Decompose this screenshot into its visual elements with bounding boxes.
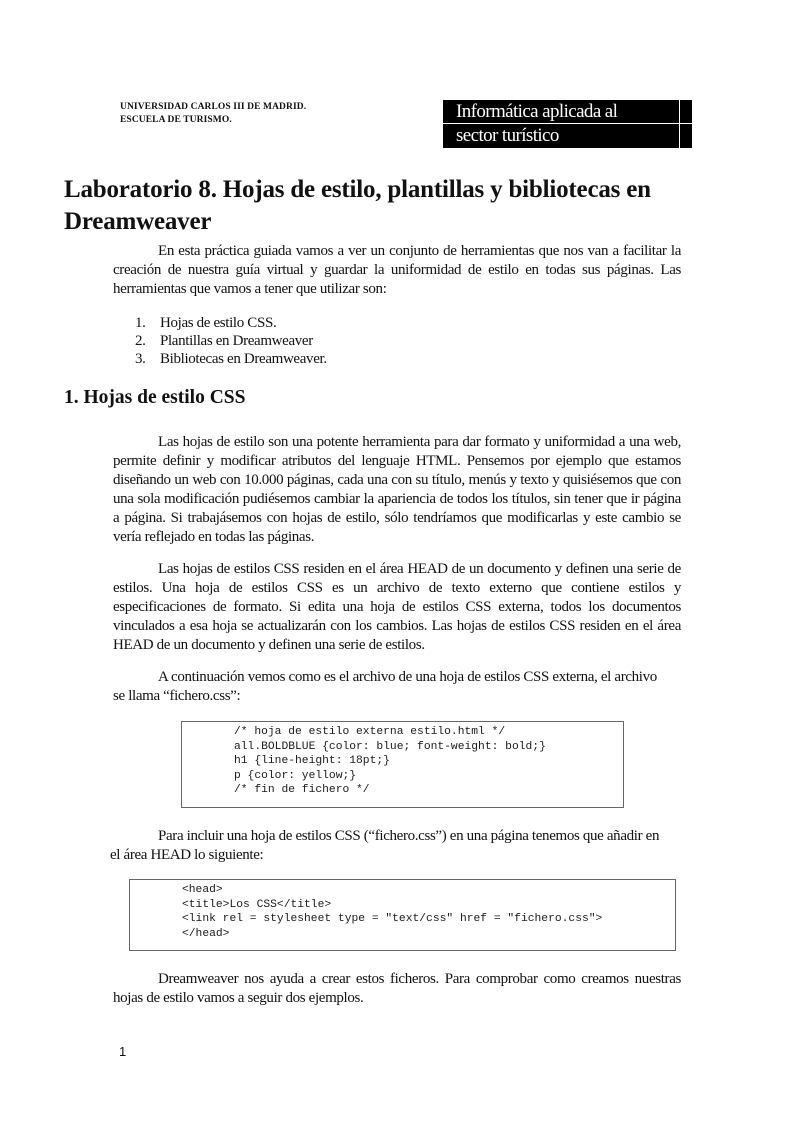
intro-paragraph: En esta práctica guiada vamos a ver un conjunto de herramientas que nos van a facilitar la creación de nuestra guía virtual y guardar la uniformidad de estilo en todas sus páginas. Las herramientas que vamos a tener que utilizar son: [113,243,681,297]
css-code-block [181,721,624,808]
paragraph-2: Las hojas de estilos CSS residen en el área HEAD de un documento y definen una serie de estilos. Una hoja de estilos CSS es un archivo de texto externo que contiene estilos y especificaciones de formato. Si edita una hoja de estilos CSS externa, todos los documentos vinculados a esa hoja se actualizarán con los cambios. Las hojas de estilos CSS residen en el área HEAD de un documento y definen una serie de estilos. [113,561,681,653]
section-heading: 1. Hojas de estilo CSS [64,387,246,408]
course-title-line-1: Informática aplicada al [456,101,618,122]
course-title-line-2: sector turístico [456,125,559,146]
institution-line-1: UNIVERSIDAD CARLOS III DE MADRID. [120,102,307,112]
paragraph-1: Las hojas de estilo son una potente herramienta para dar formato y uniformidad a una web, permite definir y modificar atributos del lenguaje HTML. Pensemos por ejemplo que estamos diseñando un web con 10.000 páginas, cada una con su título, menús y texto y quisiésemos que con una sola modificación pudiésemos cambiar la apariencia de todos los títulos, sin tener que ir página a página. Si trabajásemos con hojas de estilo, sólo tendríamos que modificarlas y este cambio se vería reflejado en todas las páginas. [113,434,681,545]
institution-header [120,101,306,127]
institution-line-2: ESCUELA DE TURISMO. [120,115,232,125]
paragraph-5: Dreamweaver nos ayuda a crear estos ficheros. Para comprobar como creamos nuestras hojas de estilo vamos a seguir dos ejemplos. [113,971,681,1006]
paragraph-4: Para incluir una hoja de estilos CSS (“fichero.css”) en una página tenemos que añadir en el área HEAD lo siguiente: [110,828,660,863]
html-code-block [129,879,676,951]
page-number: 1 [119,1044,127,1059]
tools-list [113,314,327,368]
course-title-box [443,100,692,148]
css-code: /* hoja de estilo externa estilo.html */ all.BOLDBLUE {color: blue; font-weight: bold;} h1 {line-height: 18pt;} p {color: yellow;} /* fin de fichero */ [234,726,546,796]
list-item: 1. Hojas de estilo CSS. [135,315,277,331]
html-code: <head> <title>Los CSS</title> <link rel = stylesheet type = "text/css" href = "fichero.css"> </head> [182,884,603,940]
page-title: Laboratorio 8. Hojas de estilo, plantillas y bibliotecas en Dreamweaver [64,176,651,235]
list-item: 3. Bibliotecas en Dreamweaver. [135,351,327,367]
paragraph-3: A continuación vemos como es el archivo de una hoja de estilos CSS externa, el archivo se llama “fichero.css”: [113,669,657,704]
list-item: 2. Plantillas en Dreamweaver [135,333,313,349]
